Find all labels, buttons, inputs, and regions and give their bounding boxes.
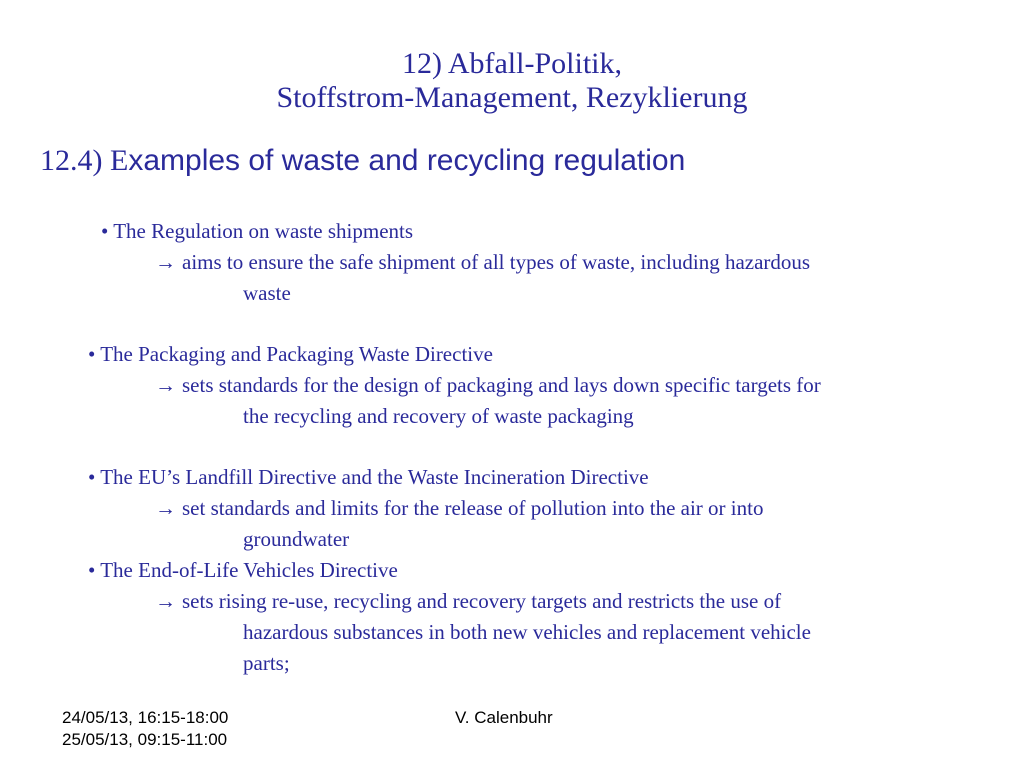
list-item-detail-continuation: hazardous substances in both new vehicles and replacement vehicle: [243, 620, 811, 644]
item-heading-text: The EU’s Landfill Directive and the Waste Incineration Directive: [100, 465, 649, 489]
list-item-heading: [88, 555, 398, 586]
list-item-detail-continuation: parts;: [243, 651, 290, 675]
list-item-detail-continuation: waste: [243, 281, 291, 305]
item-detail-text: sets standards for the design of packaging and lays down specific targets for: [182, 373, 821, 397]
footer-author: V. Calenbuhr: [455, 708, 553, 727]
item-detail-text: aims to ensure the safe shipment of all types of waste, including hazardous: [182, 250, 811, 274]
arrow-right-icon: →: [155, 496, 176, 520]
list-item-detail: [155, 370, 821, 401]
bullet-icon: •: [88, 558, 96, 582]
subtitle-text: xamples of waste and recycling regulation: [128, 144, 686, 177]
list-item-detail: [155, 586, 781, 617]
item-heading-text: The Packaging and Packaging Waste Directive: [100, 342, 493, 366]
item-detail-text: sets rising re-use, recycling and recovery targets and restricts the use of: [182, 589, 782, 613]
list-item-detail: [155, 247, 810, 278]
title-line-2: Stoffstrom-Management, Rezyklierung: [276, 81, 748, 114]
list-item-heading: [88, 462, 649, 493]
arrow-right-icon: →: [155, 589, 176, 613]
footer-dates: [62, 707, 228, 751]
item-detail-text: set standards and limits for the release of pollution into the air or into: [182, 496, 764, 520]
item-heading-text: The Regulation on waste shipments: [113, 219, 414, 243]
title-line-1: 12) Abfall-Politik,: [402, 47, 622, 80]
arrow-right-icon: →: [155, 373, 176, 397]
list-item-heading: [88, 339, 493, 370]
list-item-detail: [155, 493, 763, 524]
bullet-icon: •: [101, 219, 109, 243]
subtitle-number: 12.4) E: [40, 144, 129, 177]
list-item-detail-continuation: groundwater: [243, 527, 350, 551]
bullet-icon: •: [88, 342, 96, 366]
footer-date-line-1: 24/05/13, 16:15-18:00: [62, 708, 229, 727]
list-item-detail-continuation: the recycling and recovery of waste packaging: [243, 404, 634, 428]
item-heading-text: The End-of-Life Vehicles Directive: [100, 558, 398, 582]
arrow-right-icon: →: [155, 250, 176, 274]
footer-date-line-2: 25/05/13, 09:15-11:00: [62, 730, 228, 749]
bullet-icon: •: [88, 465, 96, 489]
list-item-heading: [101, 216, 413, 247]
